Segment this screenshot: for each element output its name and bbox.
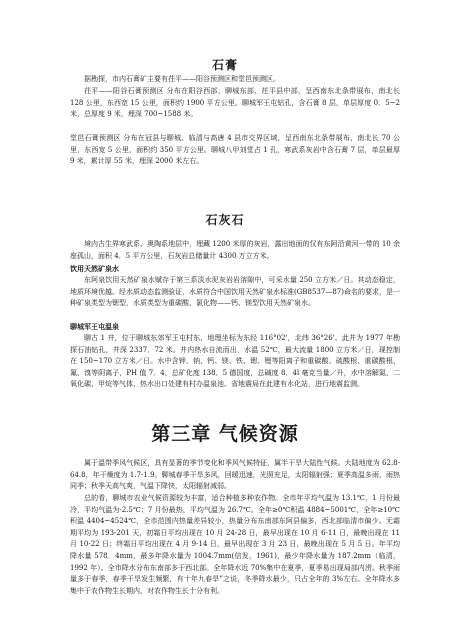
gypsum-heading: 石膏 [211,58,238,72]
limestone-paragraph-1: 境内古生界寒武系、奥陶系地层中，埋藏 1200 米厚的灰岩，露出地面的仅有东阿沿黄河一带的 10 余座孤山，面积 4．5 平方公里，石灰岩总储量计 4300 万立方米。 [70,240,400,260]
climate-paragraph-2: 总的看，聊城市农业气候资源较为丰富，适合种植多种农作物。全市年平均气温为 13.1℃，1 月份最冷，平均气温为-2.5℃；7 月份最热，平均气温为 26.7℃。全年≥0℃积温 4884~5001℃，全年≥10℃积温 4404~4524℃，全市范围内热量差异较小，热量分布东南部东阿县偏多，西北部临清市偏少。无霜期平均为 193-201 天，初霜日平均出现在 10 月 24-28 日，最早出现在 10 月 6-11 日，最晚出现在 11 月 10-22 日；终霜日平均出现在 4 月 9-14 日，最早出现在 3 月 23 日，最晚出现在 5 月 5 日。年平均降水量 578．4mm，最多年降水量为 1004.7mm(信发，1961)，最少年降水量为 187.2mm（临清，1992 年）。全市降水分布东南部多于西北部。全年降水近 70%集中在夏季，夏季易出现局部内涝。秋季雨量多于春季，春季干旱发生频繁，有十年九春旱”之说，冬季降水最少，只占全年的 3%左右。全年降水多集中于农作物生长期内，对农作物生长十分有利。 [70,494,400,595]
gypsum-paragraph-2: 茌平——阳谷石膏预测区 分布在阳谷西部、聊城东部、茌平县中部，呈西南东北条带展布，南北长 128 公里，东西宽 15 公里，面积约 1900 平方公里。聊城军王屯钻孔，含石膏 8 层，单层厚度 0．5~2 米，总厚度 9 米，埋深 700~1588 米。 [70,87,400,119]
hot-spring-subheading: 聊城军王屯温泉 [70,322,119,331]
gypsum-paragraph-3: 堂邑石膏预测区 分布在冠县与聊城、临清与高唐 4 县市交界区域，呈西南东北条带展布，南北长 70 公里，东西宽 5 公里，面积约 350 平方公里。聊城八甲刘堂占 1 孔，寒武系灰岩中含石膏 7 层，单层最厚 9 米，累计厚 55 米，埋深 2000 米左右。 [70,134,400,166]
climate-paragraph-1: 属于温带季风气候区，具有显著的季节变化和季风气候特征，属半干旱大陆性气候。大陆地度为 62.8-64.8，年干燥度为 1.7-1.9。聊城春季干旱多风，回暖迅速，光照充足，太阳辐射强；夏季高温多雨，雨热同季；秋季天高气爽，气温下降快，太阳辐射减弱。 [70,459,400,491]
mineral-water-subheading: 饮用天然矿泉水 [70,264,119,273]
mineral-water-paragraph: 东阿泉饮用天然矿泉水赋存于第三系淡水泥灰岩岩溶隙中，可采水量 250 立方米／日。其动态稳定，地质环境优越。经水质动态监测验证，水质符合中国饮用天然矿泉水标准(GB8537—87)命名的要求，是一种矿泉类型为锶型，水质类型为重碳酸、氯化物——钙、镁型饮用天然矿泉水。 [70,276,400,308]
hot-spring-paragraph: 聊古 1 井，位于聊城东郊军王屯村东，地理坐标为东经 116°02'，北纬 36°26'。此井为 1977 年勘探石油钻孔，井深 2337．72 米。井内热水自流而出，水温 52℃，最大流量 1800 立方米／日，现控制在 150~170 立方米／日。水中含钾、钠、钙、镁、铁、锶、锂等阳离子和重碳酸、硫酸根、重碳酸根、氟、溴等阴离子，PH 值 7．4，总矿化度 138．5 德国度，总碱度 8．4l 毫克当量／升，水中溶解氮、二氧化碳、甲烷等气体，热水出口处建有村办温泉池。省地震局在此建有水化站，进行地震监测。 [70,334,400,389]
chapter-title: 第三章 气候资源 [151,423,299,445]
gypsum-paragraph-1: 据勘探，市内石膏矿主要有茌平——阳谷预测区和堂邑预测区。 [84,75,280,83]
limestone-heading: 石灰石 [205,213,245,227]
